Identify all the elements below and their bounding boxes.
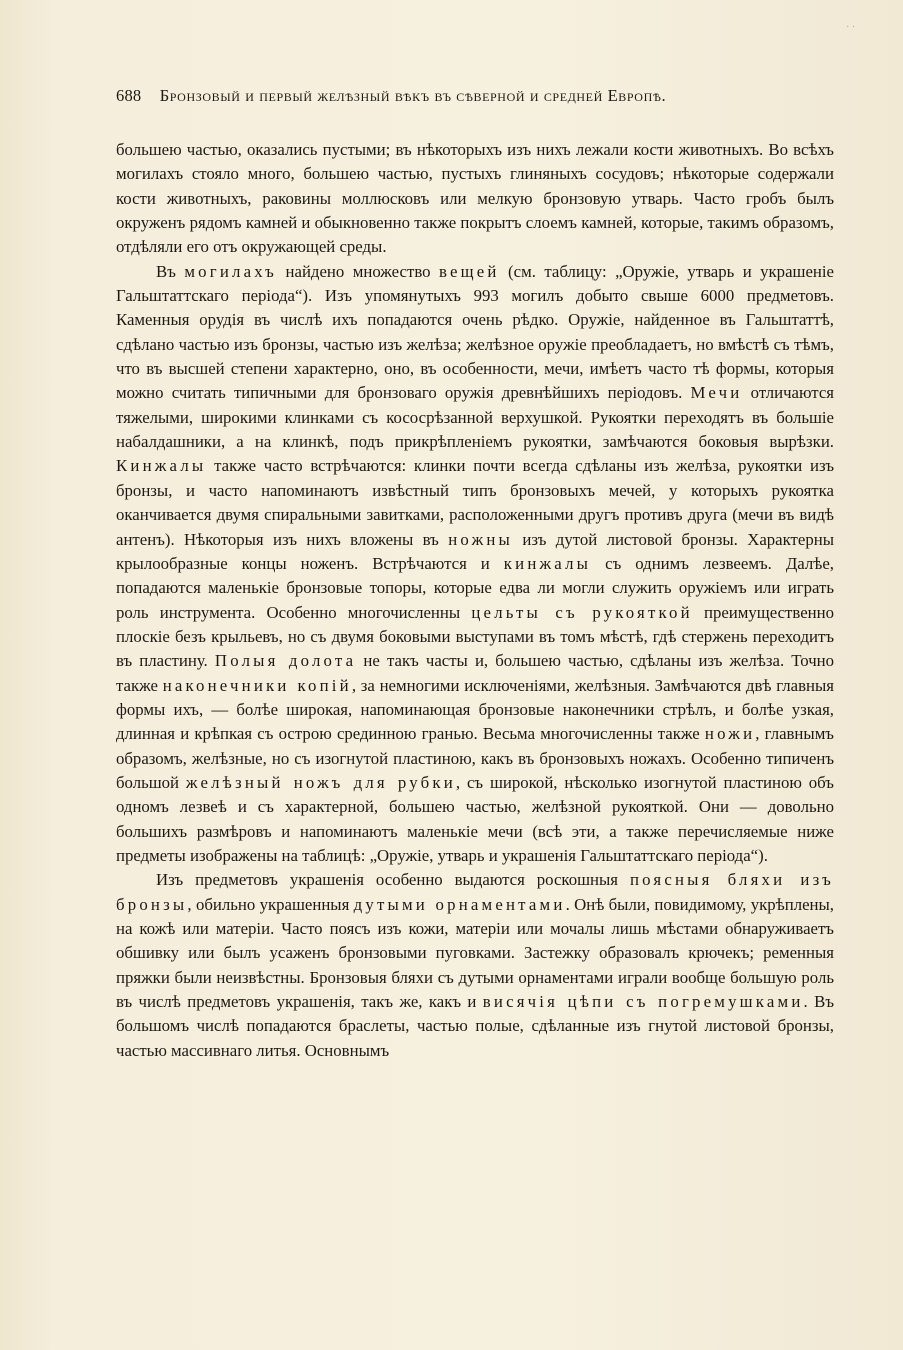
spaced-emphasis-text: Кинжалы bbox=[116, 456, 207, 476]
paragraph bbox=[116, 138, 834, 260]
spaced-emphasis-text: желѣзный ножъ для рубки bbox=[185, 772, 456, 792]
text-run: (см. таблицу: „Оружіе, утварь и украшеніе Гальштаттскаго періода“). Изъ упомянутыхъ 993 могилъ добыто свыше 6000 предметовъ. Каменныя орудія въ числѣ ихъ попадаются очень рѣдко. Оружіе, найденное въ Гальштаттѣ, сдѣлано частью изъ бронзы, частью изъ желѣза; желѣзное оружіе преобладаетъ, но вмѣстѣ съ тѣмъ, что въ высшей степени характерно, оно, въ особенности, мечи, имѣетъ часто тѣ формы, которыя можно считать типичными для бронзоваго оружія древнѣйшихъ періодовъ. bbox=[116, 261, 834, 403]
text-run: , главнымъ образомъ, желѣзные, но съ изогнутой пластиною, какъ въ бронзовыхъ ножахъ. Особенно типиченъ большой bbox=[116, 724, 834, 792]
text-run: съ однимъ лезвеемъ. Далѣе, попадаются маленькіе бронзовые топоры, которые едва ли могли служить оружіемъ или играть роль инструмента. Особенно многочисленны bbox=[116, 553, 834, 622]
paragraph bbox=[116, 260, 834, 869]
body-text bbox=[116, 138, 834, 1063]
text-run: большею частью, оказались пустыми; въ нѣкоторыхъ изъ нихъ лежали кости животныхъ. Во всѣхъ могилахъ стояло много, большею частью, пустыхъ глиняныхъ сосудовъ; нѣкоторые содержали кости животныхъ, раковины моллюсковъ или мелкую бронзовую утварь. Часто гробъ былъ окруженъ рядомъ камней и обыкновенно также покрытъ слоемъ камней, которые, такимъ образомъ, отдѣляли его отъ окружающей среды. bbox=[116, 140, 834, 257]
text-run: также часто встрѣчаются: клинки почти всегда сдѣланы изъ желѣза, рукоятки изъ бронзы, и часто напоминаютъ извѣстный типъ бронзовыхъ мечей, у которыхъ рукоятка оканчивается двумя спиральными завитками, расположенными другъ противъ друга (мечи въ видѣ антенъ). Нѣкоторыя изъ нихъ вложены въ bbox=[116, 456, 834, 549]
paper-speck-decoration: · · bbox=[846, 22, 856, 33]
spaced-emphasis-text: цельты съ рукояткой bbox=[471, 602, 693, 622]
running-title: Бронзовый и первый желѣзный вѣкъ въ сѣверной и средней Европѣ. bbox=[159, 86, 667, 105]
text-run: найдено множество bbox=[277, 261, 439, 281]
text-run: , съ широкой, нѣсколько изогнутой пластиною объ одномъ лезвеѣ и съ характерной, большею частью, желѣзной рукояткой. Они — довольно большихъ размѣровъ и напоминаютъ маленькіе мечи (всѣ эти, а также перечисляемые ниже предметы изображены на таблицѣ: „Оружіе, утварь и украшенія Гальштаттскаго періода“). bbox=[116, 772, 834, 865]
text-run: , за немногими исключеніями, желѣзныя. Замѣчаются двѣ главныя формы ихъ, — болѣе широкая, напоминающая бронзовые наконечники стрѣлъ, и болѣе узкая, длинная и крѣпкая съ острою срединною гранью. Весьма многочисленны также bbox=[116, 675, 834, 744]
spaced-emphasis-text: поясныя бляхи изъ бронзы bbox=[116, 870, 834, 914]
text-run: . Онѣ были, повидимому, укрѣплены, на кожѣ или матеріи. Часто поясъ изъ кожи, матеріи или мочалы лишь мѣстами обнаруживаетъ обшивку или былъ усаженъ бронзовыми пуговками. Застежку образовалъ крючекъ; ременныя пряжки были неизвѣстны. Бронзовыя бляхи съ дутыми орнаментами играли вообще большую роль въ числѣ предметовъ украшенія, такъ же, какъ и bbox=[116, 894, 834, 1012]
paragraph bbox=[116, 868, 834, 1063]
spaced-emphasis-text: висячія цѣпи съ погремушками bbox=[482, 992, 804, 1012]
text-run: преимущественно плоскіе безъ крыльевъ, но съ двумя боковыми выступами въ томъ мѣстѣ, гдѣ стержень переходитъ въ пластину. bbox=[116, 602, 834, 671]
spaced-emphasis-text: кинжалы bbox=[503, 553, 592, 573]
spaced-emphasis-text: Мечи bbox=[690, 383, 743, 403]
spaced-emphasis-text: дутыми орнаментами bbox=[353, 894, 566, 914]
spaced-emphasis-text: ножи bbox=[704, 724, 756, 744]
spaced-emphasis-text: Полыя долота bbox=[214, 651, 357, 671]
page-number: 688 bbox=[116, 86, 142, 105]
text-run: Изъ предметовъ украшенія особенно выдаются роскошныя bbox=[156, 870, 630, 890]
spaced-emphasis-text: наконечники копій bbox=[162, 675, 352, 695]
text-run: , обильно украшенныя bbox=[187, 894, 354, 914]
text-run: изъ дутой листовой бронзы. Характерны крылообразные концы ноженъ. Встрѣчаются и bbox=[116, 529, 834, 573]
text-run: Въ bbox=[156, 261, 185, 281]
text-run: . Въ большомъ числѣ попадаются браслеты, частью полые, сдѣланные изъ гнутой листовой бронзы, частью массивнаго литья. Основнымъ bbox=[116, 992, 834, 1060]
spaced-emphasis-text: ножны bbox=[448, 529, 514, 549]
spaced-emphasis-text: вещей bbox=[438, 261, 500, 281]
text-run: не такъ часты и, большею частью, сдѣланы изъ желѣза. Точно также bbox=[116, 651, 835, 695]
text-run: отличаются тяжелыми, широкими клинками съ кососрѣзанной верхушкой. Рукоятки переходятъ въ большіе набалдашники, а на клинкѣ, подъ прикрѣпленіемъ рукоятки, замѣчаются боковыя вырѣзки. bbox=[116, 383, 835, 452]
spaced-emphasis-text: могилахъ bbox=[184, 261, 278, 281]
running-header bbox=[116, 86, 788, 106]
